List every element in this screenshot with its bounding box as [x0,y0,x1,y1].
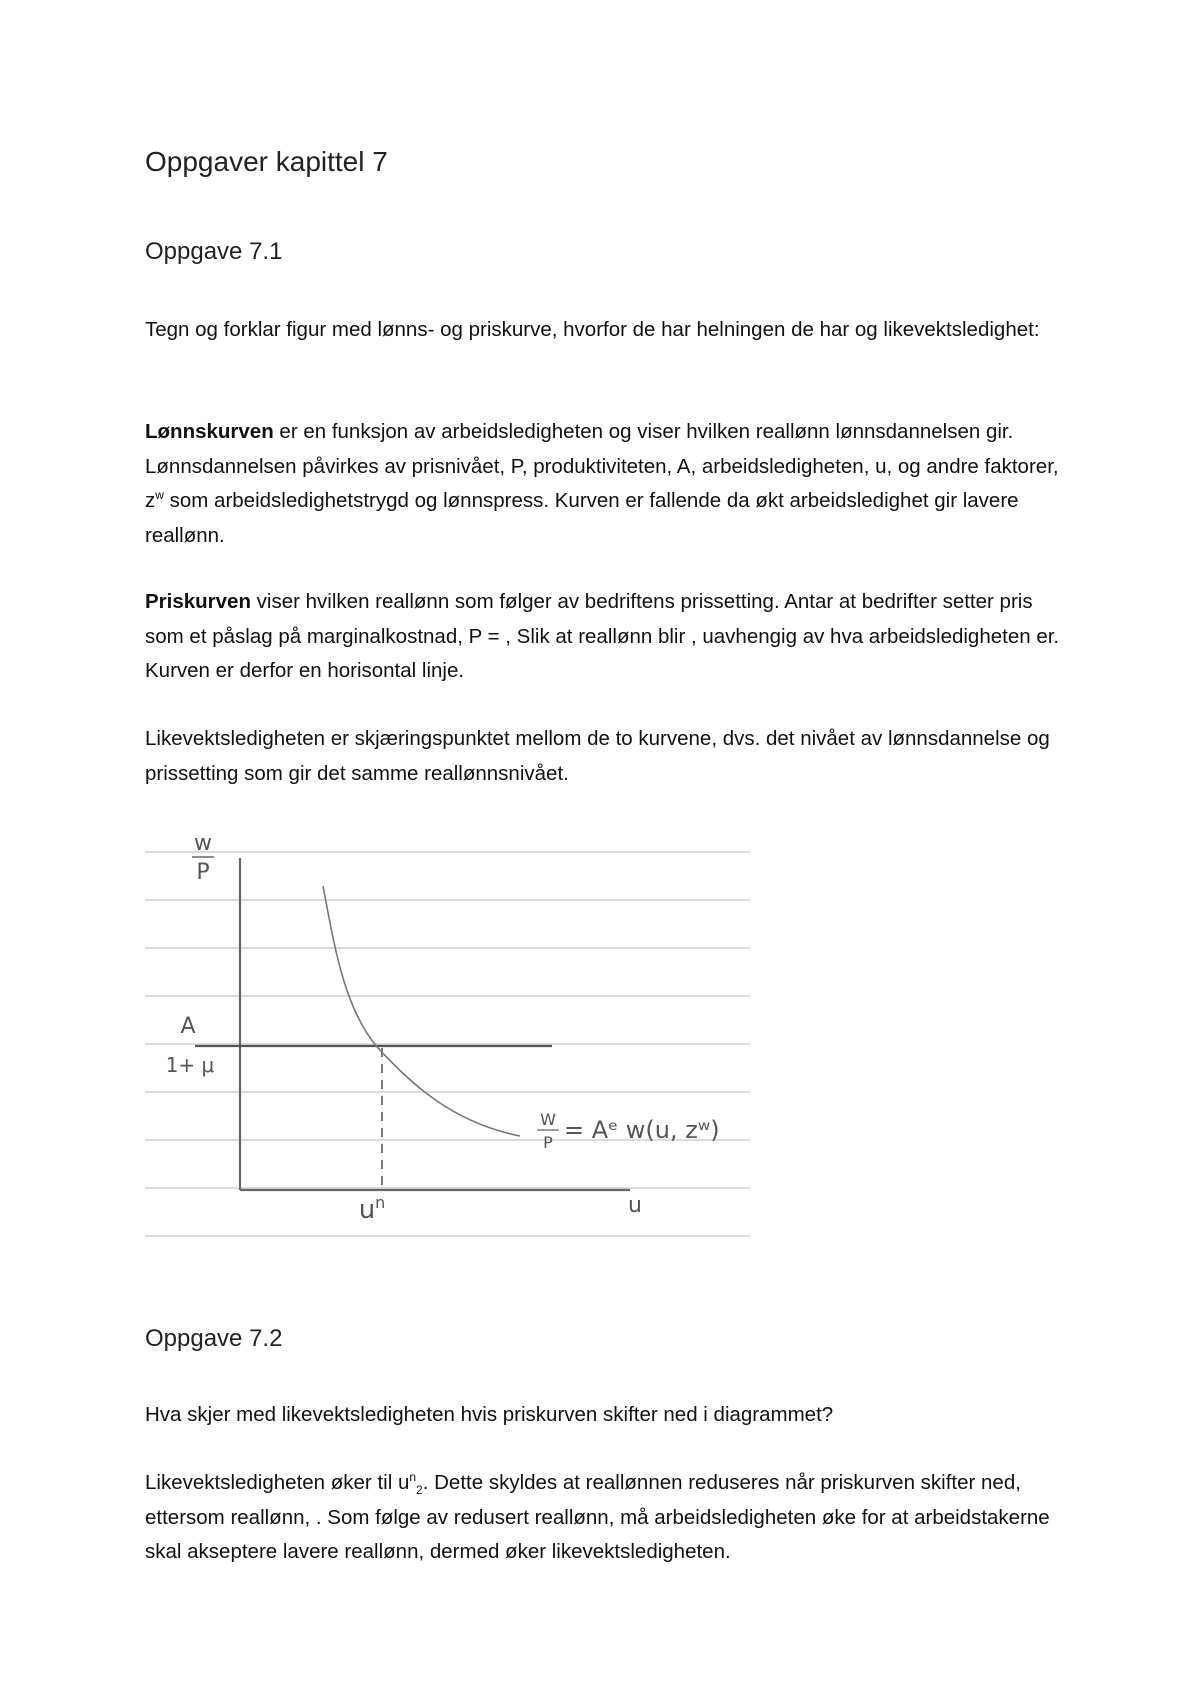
wage-curve-label-den: P [543,1133,553,1152]
paragraph-lonnskurven [145,415,1065,553]
paragraph-likevekt: Likevektsledigheten er skjæringspunktet mellom de to kurvene, dvs. det nivået av lønnsdannelse og prissetting som gir det samme reallønnsnivået. [145,727,1050,785]
paragraph-text: viser hvilken reallønn som følger av bedriftens prissetting. Antar at bedrifter setter pris som et påslag på marginalkostnad, P = , Slik at reallønn blir , uavhengig av hva arbeidsledigheten er. Kurven er derfor en horisontal linje. [145,590,1060,682]
question-7-1: Tegn og forklar figur med lønns- og priskurve, hvorfor de har helningen de har og likevektsledighet: [145,318,1040,341]
y-axis-label-num: w [194,831,212,856]
wage-curve-label-rhs: = Aᵉ w(u, zʷ) [564,1116,720,1144]
equilibrium-u: u [358,1195,376,1225]
ruled-lines [145,852,750,1236]
term-lonnskurven: Lønnskurven [145,420,274,443]
price-label-den: 1+ μ [165,1053,215,1077]
paragraph-text: som arbeidsledighetstrygd og lønnspress. Kurven er fallende da økt arbeidsledighet gir lavere reallønn. [145,489,1019,547]
equilibrium-sup: n [375,1193,386,1212]
equilibrium-label [359,1193,386,1225]
question-7-2: Hva skjer med likevektsledigheten hvis priskurven skifter ned i diagrammet? [145,1403,834,1426]
paragraph-text: er en funksjon av arbeidsledigheten og viser hvilken reallønn lønnsdannelsen gir. Lønnsdannelsen påvirkes av prisnivået, P, produktiviteten, A, arbeidsledigheten, u, og andre faktorer, z [145,420,1059,512]
section-heading-7-2: Oppgave 7.2 [145,1325,283,1352]
answer-text: Likevektsledigheten øker til u [145,1471,410,1494]
wage-curve [323,886,520,1136]
answer-7-2 [145,1466,1065,1570]
subscript: 2 [416,1483,423,1498]
answer-text: . Dette skyldes at reallønnen reduseres når priskurven skifter ned, ettersom reallønn, . Som følge av redusert reallønn, må arbeidsledigheten øke for at arbeidstakerne skal akseptere lavere reallønn, dermed øker likevektsledigheten. [145,1471,1050,1563]
section-heading-7-1: Oppgave 7.1 [145,238,283,265]
term-priskurven: Priskurven [145,590,251,613]
wage-curve-label-num: W [540,1110,556,1129]
x-axis-label: u [628,1193,642,1218]
page-title: Oppgaver kapittel 7 [145,146,388,177]
superscript: w [155,488,164,503]
y-axis-label-den: P [196,860,210,885]
wage-price-diagram [140,820,760,1260]
price-label-num: A [180,1014,196,1039]
superscript: n [409,1470,417,1485]
paragraph-priskurven [145,585,1065,689]
